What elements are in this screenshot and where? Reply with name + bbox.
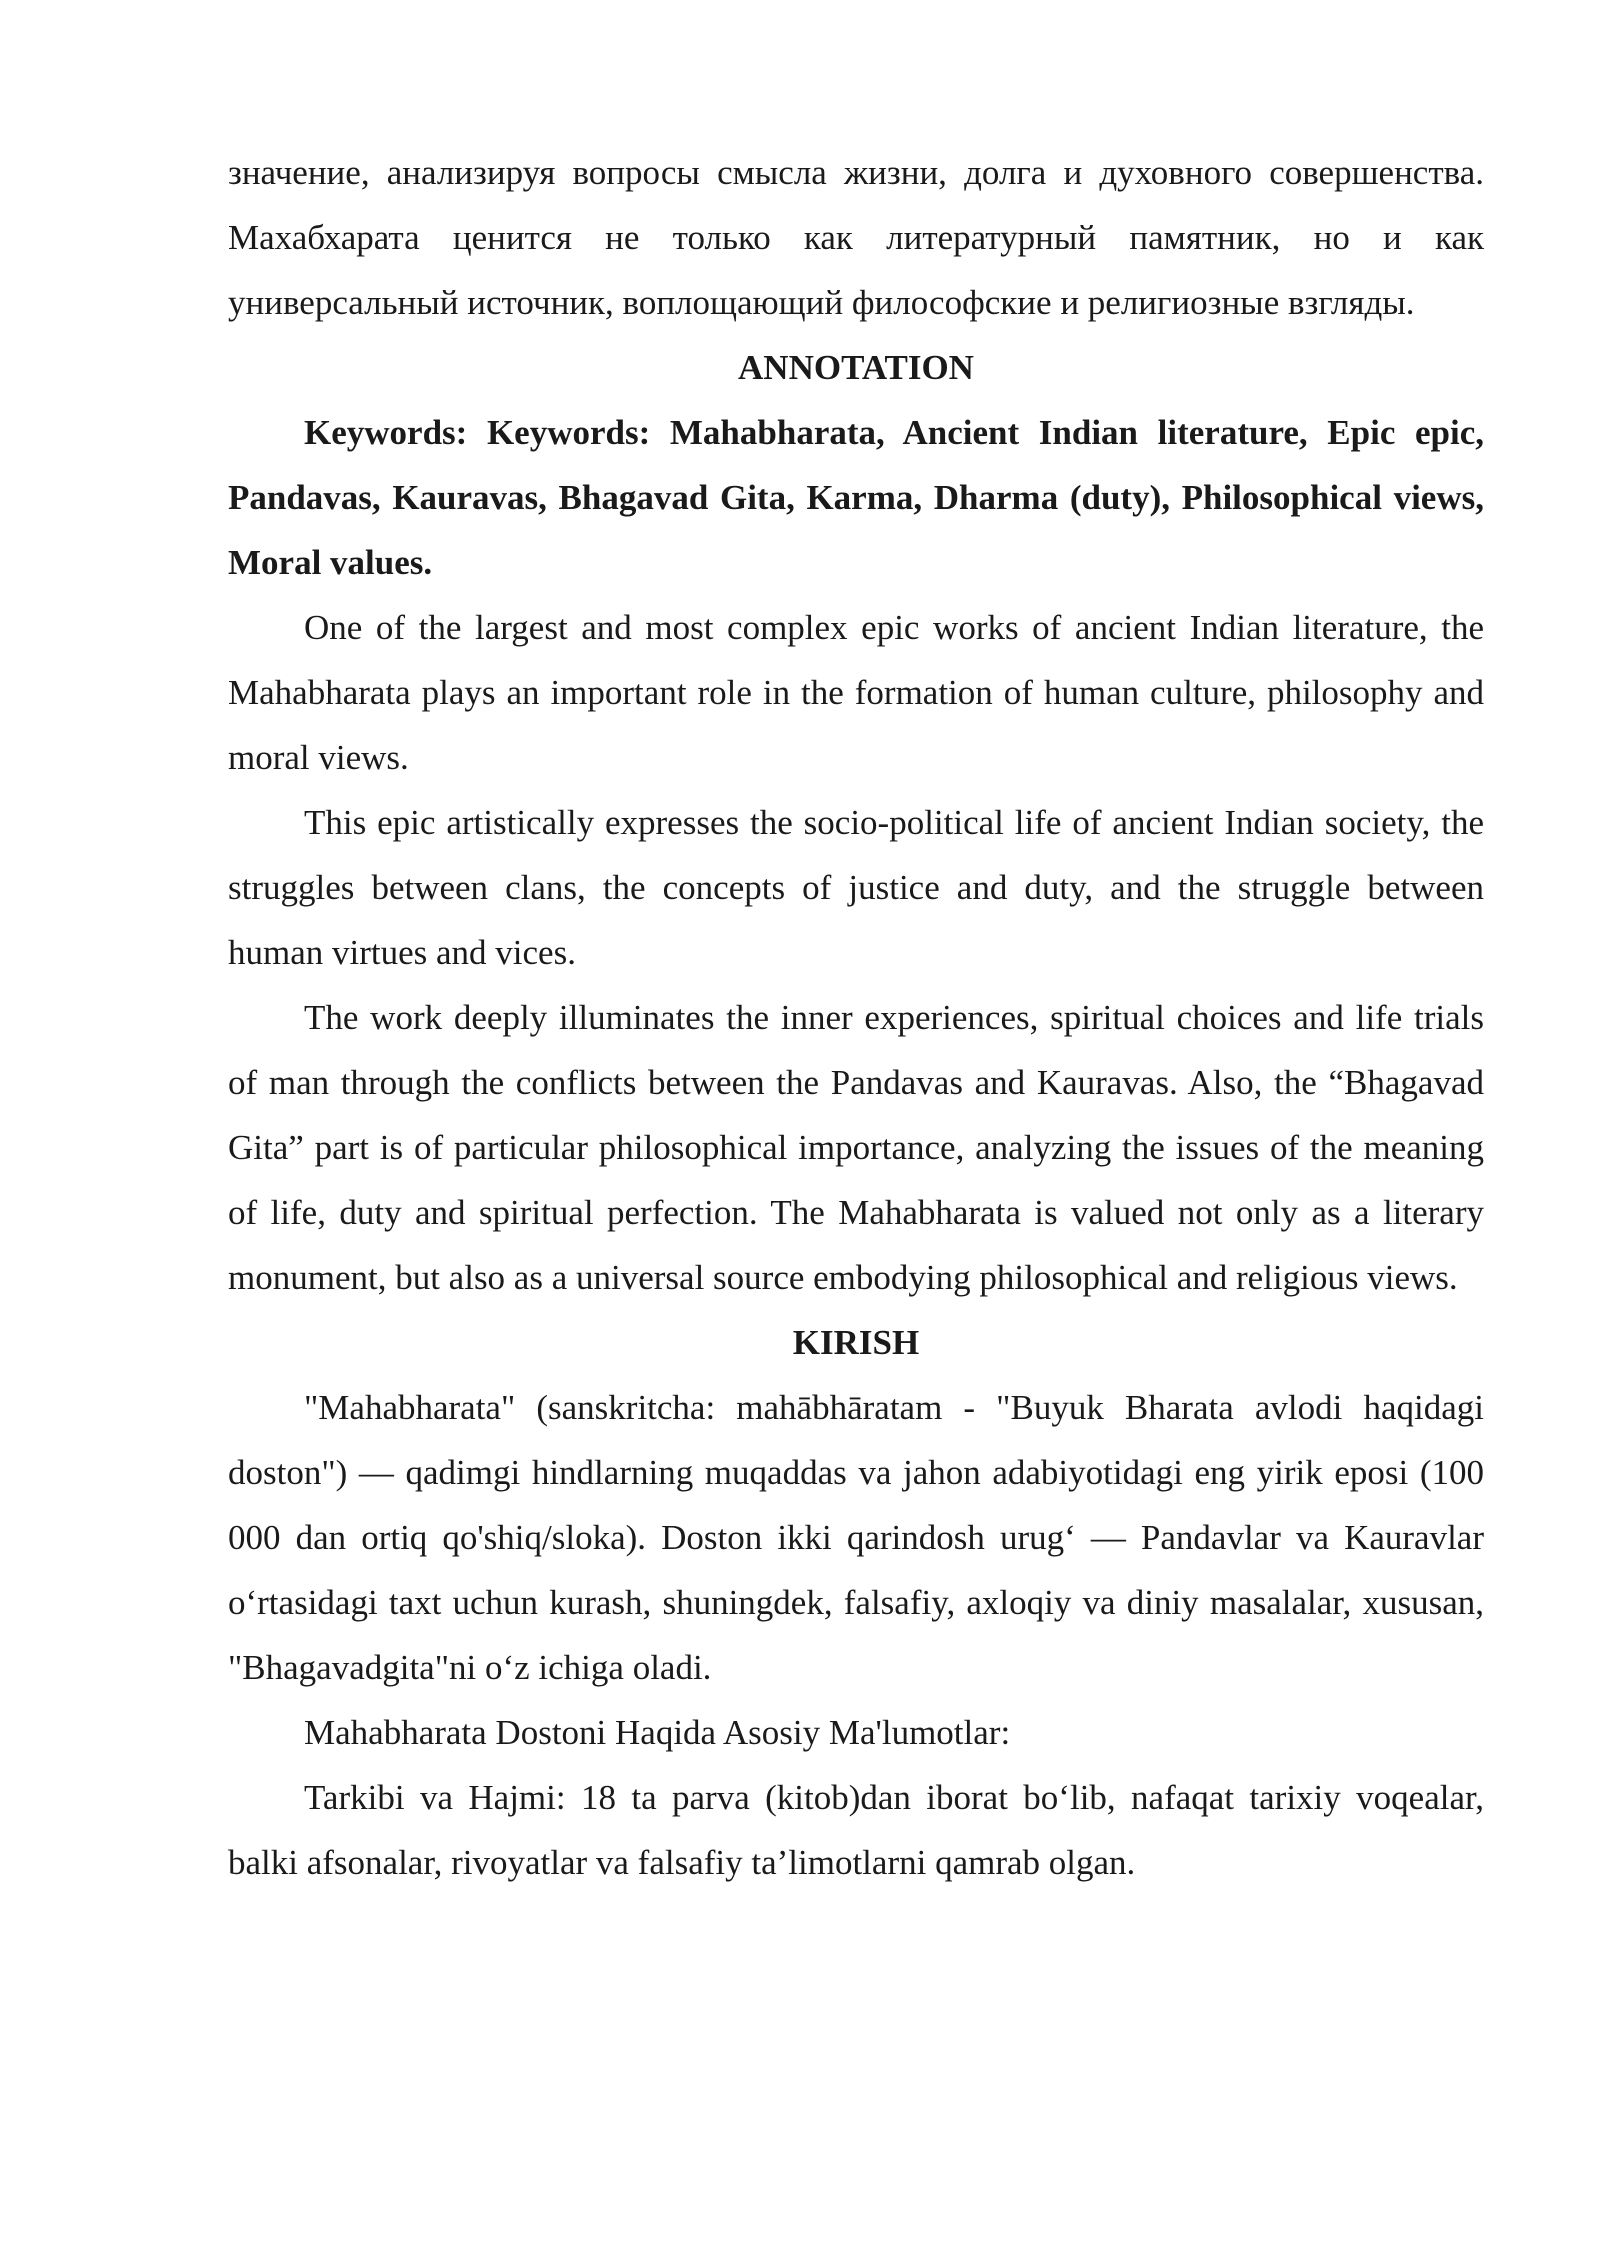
annotation-heading: ANNOTATION [738,348,974,387]
annotation-paragraph-3: The work deeply illuminates the inner experiences, spiritual choices and life trials of man through the conflicts between the Pandavas and Kauravas. Also, the “Bhagavad Gita” part is of particular philosophical importance, analyzing the issues of the meaning of life, duty and spiritual perfection. The Mahabharata is valued not only as a literary monument, but also as a universal source embodying philosophical and religious views. [228,998,1484,1297]
kirish-heading: KIRISH [792,1323,920,1362]
keywords-paragraph: Keywords: Keywords: Mahabharata, Ancient Indian literature, Epic epic, Pandavas, Kauravas, Bhagavad Gita, Karma, Dharma (duty), Philosophical views, Moral values. [228,413,1484,582]
annotation-paragraph-1: One of the largest and most complex epic works of ancient Indian literature, the Mahabharata plays an important role in the formation of human culture, philosophy and moral views. [228,608,1484,777]
annotation-paragraph-2: This epic artistically expresses the socio-political life of ancient Indian society, the struggles between clans, the concepts of justice and duty, and the struggle between human virtues and vices. [228,803,1484,972]
kirish-paragraph-1: "Mahabharata" (sanskritcha: mahābhāratam - "Buyuk Bharata avlodi haqidagi doston") — qadimgi hindlarning muqaddas va jahon adabiyotidagi eng yirik eposi (100 000 dan ortiq qo'shiq/sloka). Doston ikki qarindosh urug‘ — Pandavlar va Kauravlar o‘rtasidagi taxt uchun kurash, shuningdek, falsafiy, axloqiy va diniy masalalar, xususan, "Bhagavadgita"ni o‘z ichiga oladi. [228,1388,1484,1687]
kirish-paragraph-2: Mahabharata Dostoni Haqida Asosiy Ma'lumotlar: [304,1713,1011,1752]
kirish-paragraph-3: Tarkibi va Hajmi: 18 ta parva (kitob)dan iborat bo‘lib, nafaqat tarixiy voqealar, balki afsonalar, rivoyatlar va falsafiy ta’limotlarni qamrab olgan. [228,1778,1484,1882]
russian-paragraph-continuation: значение, анализируя вопросы смысла жизни, долга и духовного совершенства. Махабхарата ценится не только как литературный памятник, но и как универсальный источник, воплощающий философские и религиозные взгляды. [228,153,1484,322]
document-page [228,140,1484,1895]
